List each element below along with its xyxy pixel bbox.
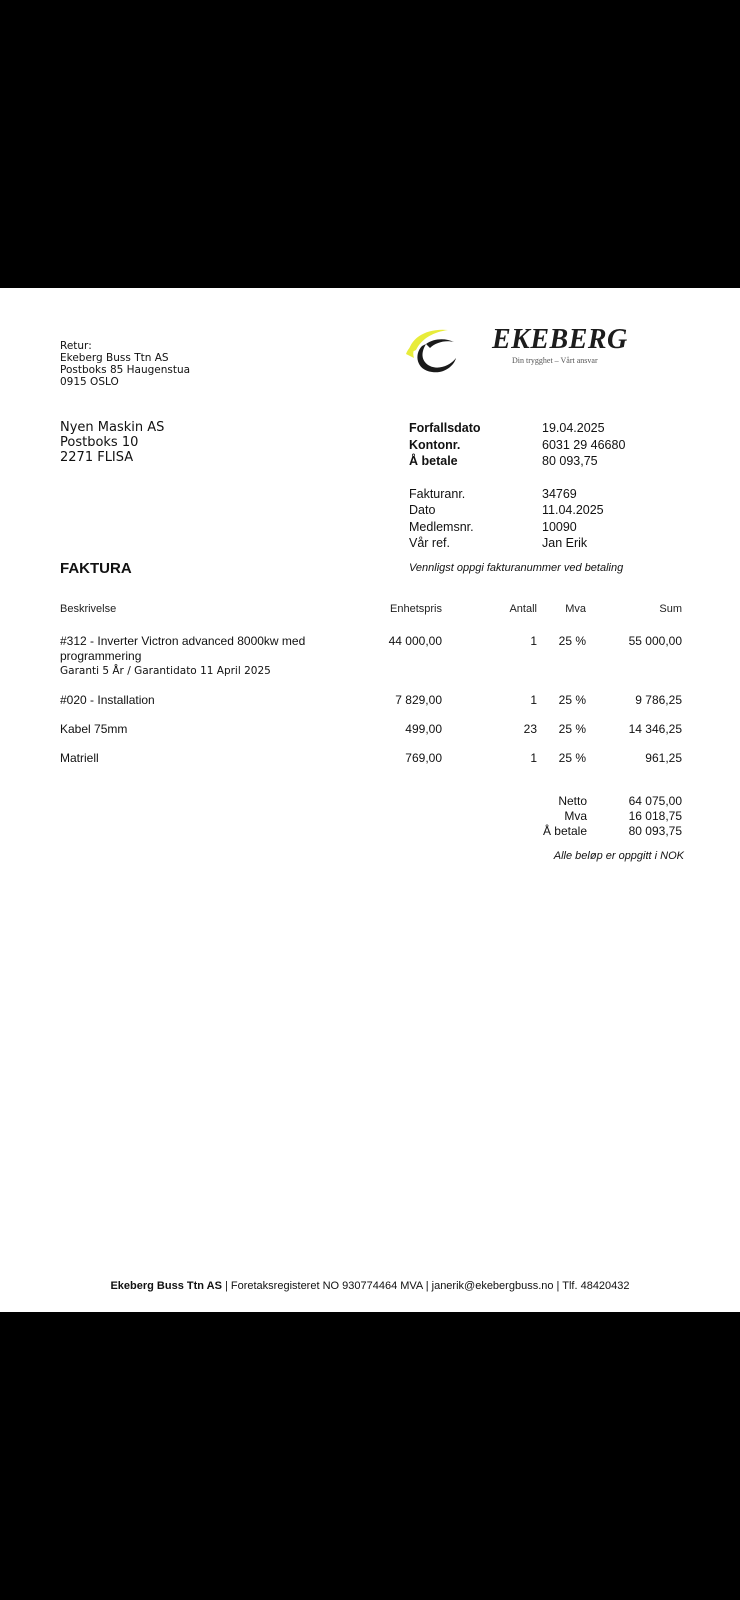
invoice-number-value: 34769 xyxy=(542,487,577,501)
amount-due-label: Å betale xyxy=(409,454,458,468)
recipient-street: Postboks 10 xyxy=(60,435,139,450)
due-date-value: 19.04.2025 xyxy=(542,421,605,435)
brand-name: EKEBERG xyxy=(492,324,628,355)
swoosh-logo-icon xyxy=(404,324,462,378)
our-ref-label: Vår ref. xyxy=(409,536,450,550)
account-label: Kontonr. xyxy=(409,438,461,452)
row-sum: 55 000,00 xyxy=(628,634,682,648)
row-vat: 25 % xyxy=(558,634,586,648)
footer xyxy=(0,1280,740,1292)
return-company: Ekeberg Buss Ttn AS xyxy=(60,352,169,364)
row-unit-price: 769,00 xyxy=(405,751,442,765)
header-unit-price: Enhetspris xyxy=(390,603,442,615)
row-quantity: 1 xyxy=(530,634,537,648)
row-sum: 961,25 xyxy=(645,751,682,765)
amount-due-value: 80 093,75 xyxy=(542,454,598,468)
row-description-cont: programmering xyxy=(60,649,142,663)
header-vat: Mva xyxy=(565,603,586,615)
invoice-number-label: Fakturanr. xyxy=(409,487,466,501)
row-vat: 25 % xyxy=(558,751,586,765)
row-quantity: 1 xyxy=(530,751,537,765)
header-description: Beskrivelse xyxy=(60,603,117,615)
our-ref-value: Jan Erik xyxy=(542,536,588,550)
return-label: Retur: xyxy=(60,340,92,352)
vat-total-label: Mva xyxy=(564,809,587,823)
due-date-label: Forfallsdato xyxy=(409,421,481,435)
row-unit-price: 7 829,00 xyxy=(395,693,442,707)
return-city: 0915 OSLO xyxy=(60,376,119,388)
document-title: FAKTURA xyxy=(60,560,132,577)
header-sum: Sum xyxy=(659,603,682,615)
date-label: Dato xyxy=(409,503,436,517)
currency-note: Alle beløp er oppgitt i NOK xyxy=(553,850,684,862)
account-value: 6031 29 46680 xyxy=(542,438,626,452)
brand-tagline: Din trygghet – Vårt ansvar xyxy=(512,356,598,365)
return-street: Postboks 85 Haugenstua xyxy=(60,364,191,376)
row-unit-price: 499,00 xyxy=(405,722,442,736)
member-number-label: Medlemsnr. xyxy=(409,520,474,534)
vat-total-value: 16 018,75 xyxy=(628,809,682,823)
total-due-value: 80 093,75 xyxy=(628,824,682,838)
header-quantity: Antall xyxy=(509,603,537,615)
member-number-value: 10090 xyxy=(542,520,577,534)
row-quantity: 1 xyxy=(530,693,537,707)
row-unit-price: 44 000,00 xyxy=(388,634,442,648)
net-label: Netto xyxy=(558,794,587,808)
net-value: 64 075,00 xyxy=(628,794,682,808)
footer-company: Ekeberg Buss Ttn AS xyxy=(110,1280,222,1292)
row-sum: 9 786,25 xyxy=(635,693,682,707)
footer-details: | Foretaksregisteret NO 930774464 MVA | janerik@ekebergbuss.no | Tlf. 48420432 xyxy=(221,1280,630,1292)
row-description: #312 - Inverter Victron advanced 8000kw med xyxy=(60,634,306,648)
row-description: #020 - Installation xyxy=(60,693,155,707)
row-sum: 14 346,25 xyxy=(628,722,682,736)
row-description: Kabel 75mm xyxy=(60,722,128,736)
invoice-page xyxy=(0,288,740,1312)
row-vat: 25 % xyxy=(558,693,586,707)
row-warranty-note: Garanti 5 År / Garantidato 11 April 2025 xyxy=(60,665,271,677)
row-vat: 25 % xyxy=(558,722,586,736)
total-due-label: Å betale xyxy=(542,824,587,838)
payment-note: Vennligst oppgi fakturanummer ved betaling xyxy=(409,562,624,574)
row-quantity: 23 xyxy=(523,722,537,736)
recipient-address xyxy=(60,420,164,465)
date-value: 11.04.2025 xyxy=(542,503,604,517)
recipient-city: 2271 FLISA xyxy=(60,450,134,465)
return-address xyxy=(60,340,190,388)
row-description: Matriell xyxy=(60,751,99,765)
recipient-name: Nyen Maskin AS xyxy=(60,420,165,435)
